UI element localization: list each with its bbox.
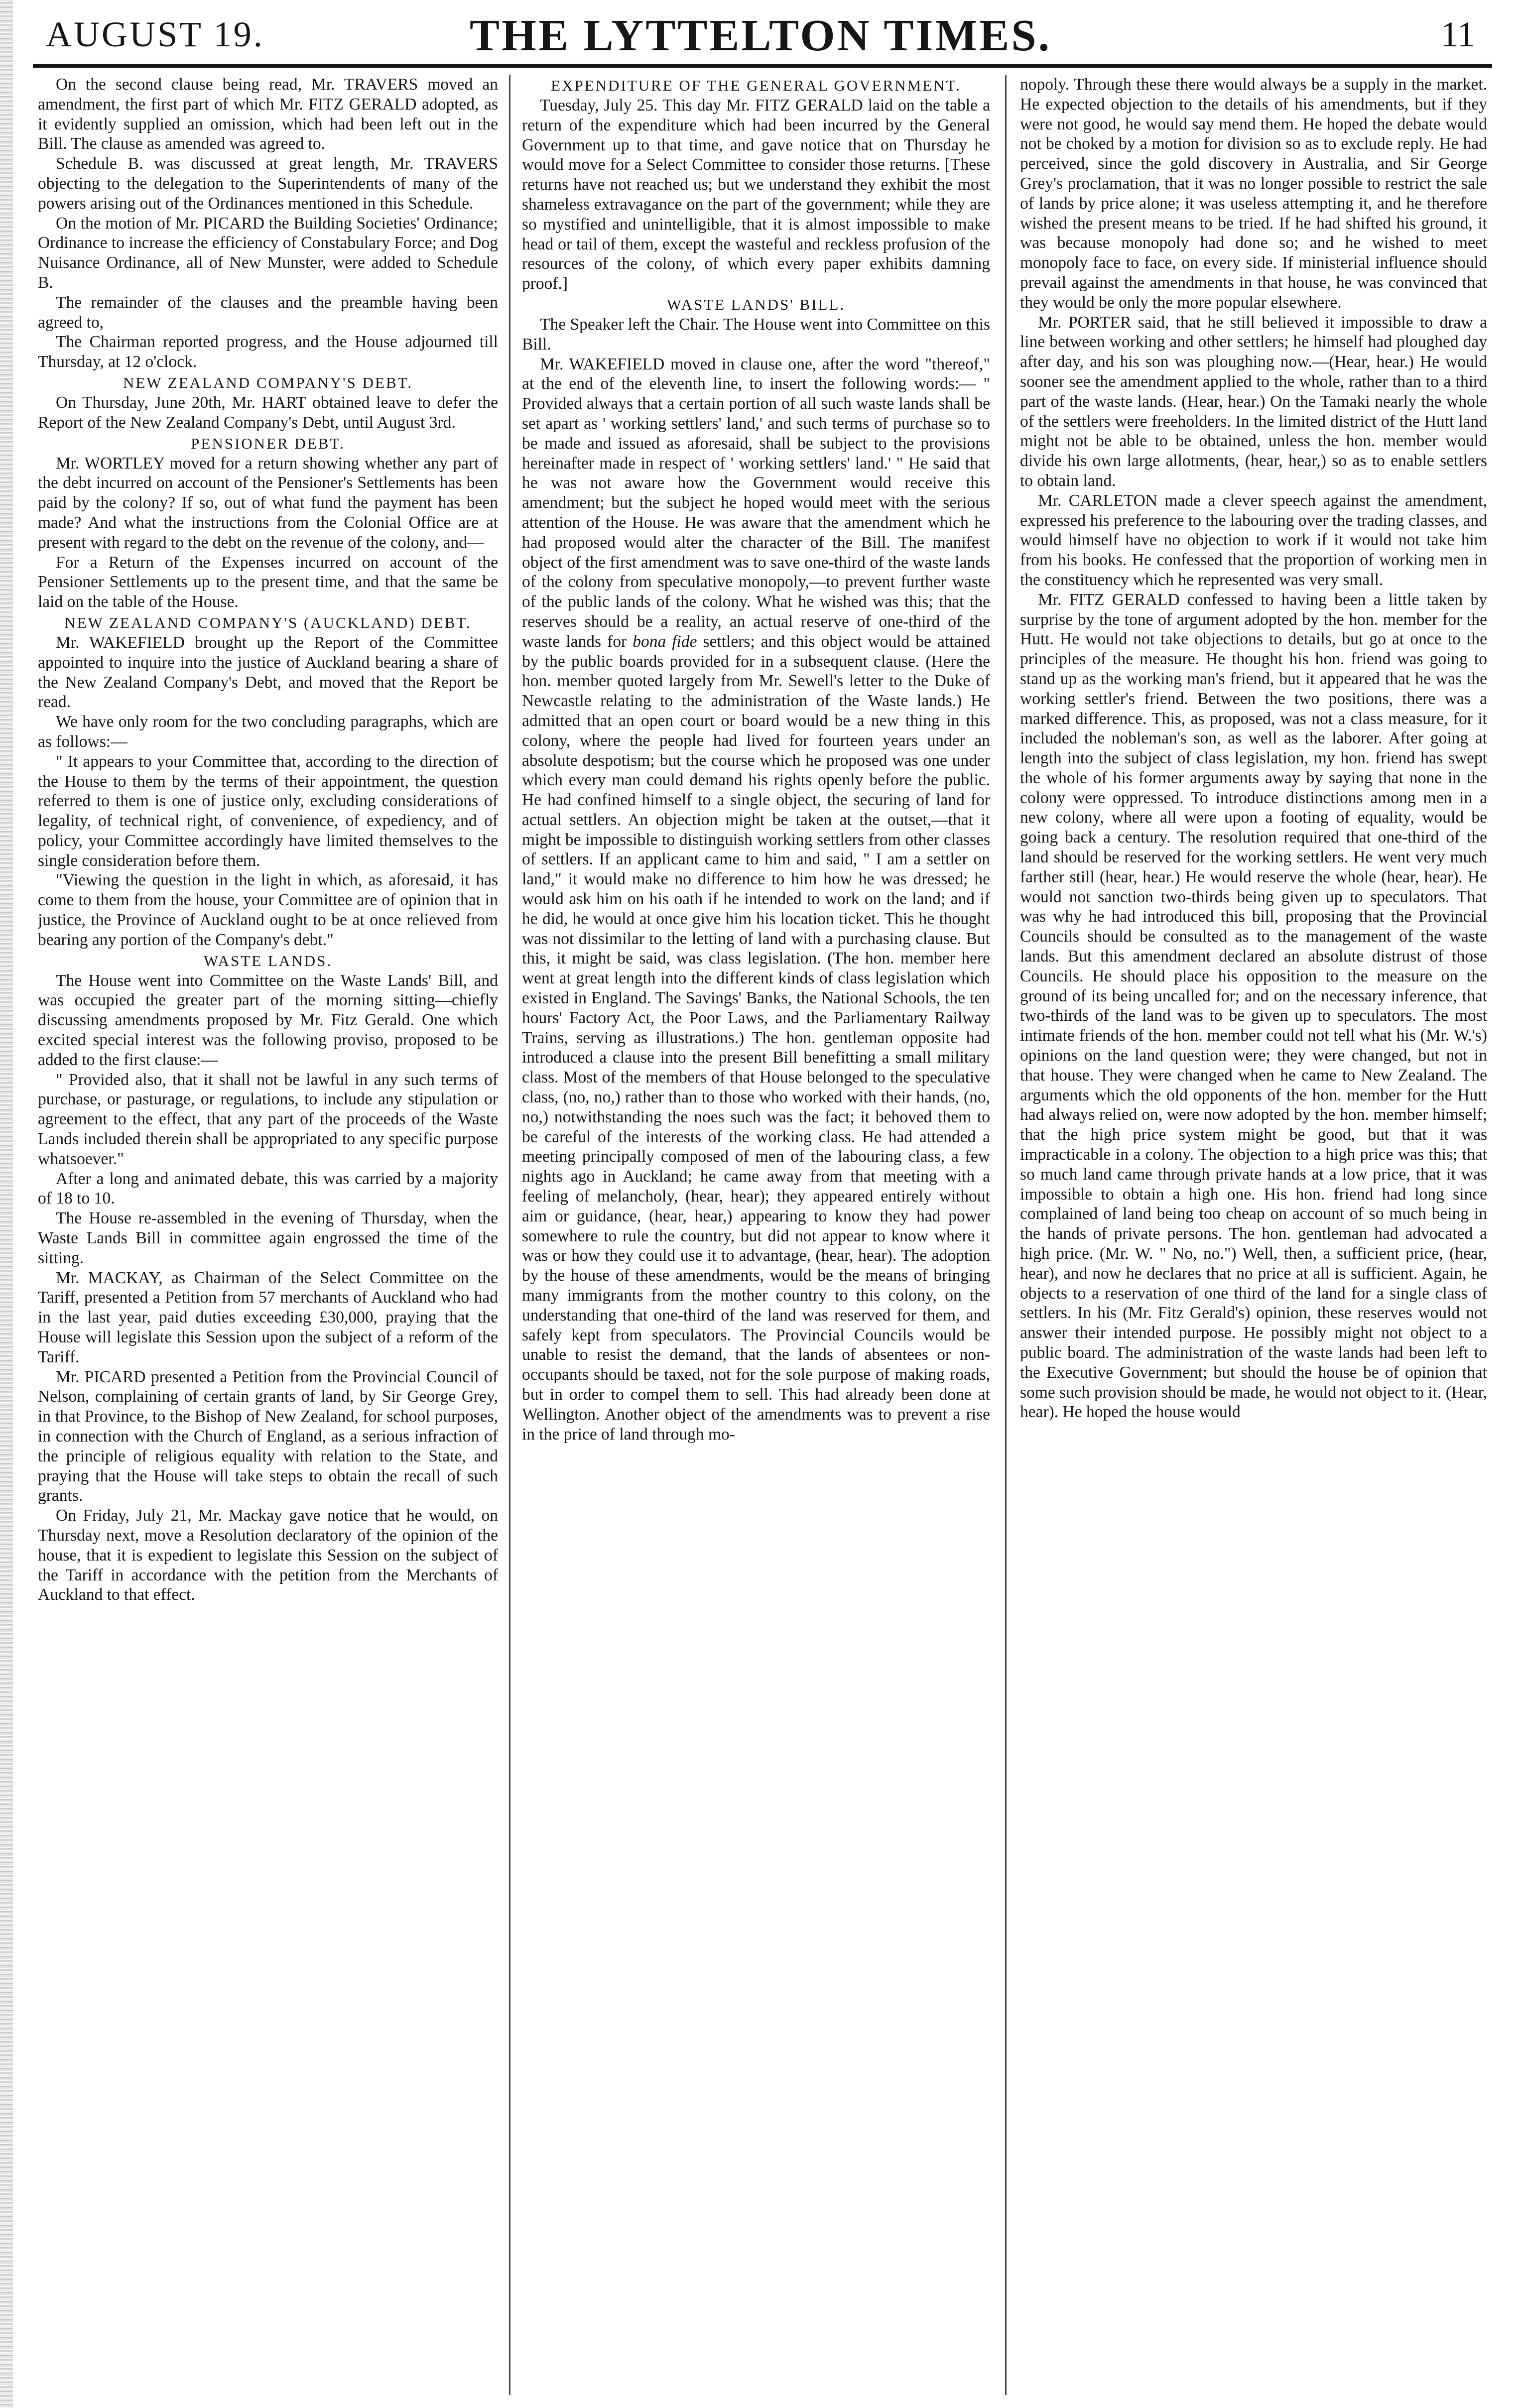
paragraph: Mr. PORTER said, that he still believed it impossible to draw a line between working and other settlers; he himself had ploughed day after day, and his son was ploughing now.—(Hear, hear.) He would sooner see the amendment applied to the whole, rather than to a third part of the waste lands. (Hear, hear.) On the Tamaki nearly the whole of the settlers were freeholders. In the limited district of the Hutt land might not be able to be obtained, unless the hon. member would divide his own large allotments, (hear, hear,) so as to enable settlers to obtain land. (1020, 313, 1487, 490)
column-rule (1005, 75, 1007, 2395)
paragraph: For a Return of the Expenses incurred on account of the Pensioner Settlements up to the present time, and that the same be laid on the table of the House. (38, 553, 498, 611)
newspaper-title: THE LYTTELTON TIMES. (469, 11, 1052, 60)
quoted-paragraph: "Viewing the question in the light in which, as aforesaid, it has come to them from the house, your Committee are of opinion that in justice, the Province of Auckland ought to be at once relieved from bearing any portion of the Company's debt." (38, 871, 498, 949)
quoted-paragraph: " Provided also, that it shall not be lawful in any such terms of purchase, or pasturage, or regulations, to include any stipulation or agreement to the effect, that any part of the proceeds of the Waste Lands included therein shall be appropriated to any specific purpose whatsoever." (38, 1070, 498, 1168)
paragraph: On Thursday, June 20th, Mr. HART obtained leave to defer the Report of the New Zealand Company's Debt, until August 3rd. (38, 393, 498, 432)
paragraph: Mr. PICARD presented a Petition from the Provincial Council of Nelson, complaining of certain grants of land, by Sir George Grey, in that Province, to the Bishop of New Zealand, for school purposes, in connection with the Church of England, as a serious infraction of the principle of religious equality with relation to the State, and praying that the House will take steps to obtain the recall of such grants. (38, 1367, 498, 1505)
section-heading: NEW ZEALAND COMPANY'S (AUCKLAND) DEBT. (64, 613, 472, 631)
paragraph: The House went into Committee on the Waste Lands' Bill, and was occupied the greater part of the morning sitting—chiefly discussing amendments proposed by Mr. Fitz Gerald. One which excited special interest was the following proviso, proposed to be added to the first clause:— (38, 971, 498, 1069)
masthead-rule (33, 64, 1492, 68)
paragraph: On the motion of Mr. PICARD the Building Societies' Ordinance; Ordinance to increase the efficiency of Constabulary Force; and Dog Nuisance Ordinance, all of New Munster, were added to Schedule B. (38, 214, 498, 292)
text-run: settlers; and this object would be attained by the public boards provided for in a subsequent clause. (Here the hon. member quoted largely from Mr. Sewell's letter to the Duke of Newcastle relating to the administration of the Waste lands.) He admitted that an open court or board would be a new thing in this colony, where the people had lived for fourteen years under an absolute despotism; but the course which he proposed was one under which every man could demand his rights openly before the public. He had confined himself to a single object, the securing of land for actual settlers. An objection might be taken at the outset,—that it might be impossible to distinguish working settlers from other classes of settlers. If an applicant came to him and said, " I am a settler on land," it would make no difference to him how he was dressed; he would ask him on his oath if he intended to work on the land; and if he did, he would at once give him his location ticket. This he thought was not dissimilar to the letting of land with a purchasing clause. But this, it might be said, was class legislation. (The hon. member here went at great length into the different kinds of class legislation which existed in England. The Savings' Banks, the National Schools, the ten hours' Factory Act, the Poor Laws, and the Parliamentary Railway Trains, serving as illustrations.) The hon. gentleman opposite had introduced a clause into the present Bill benefitting a small military class. Most of the members of that House belonged to the speculative class, (no, no,) rather than to those who worked with their hands, (no, no,) notwithstanding the noes such was the fact; it behoved them to be careful of the interests of the working class. He had attended a meeting principally composed of men of the labouring class, a few nights ago in Auckland; he came away from that meeting with a feeling of melancholy, (hear, hear); they appeared entirely without aim or guidance, (hear, hear,) appearing to know they had power somewhere to rule the country, but did not appear to know where it was or how they could use it to advantage, (hear, hear). The adoption by the house of these amendments, would be the means of bringing many immigrants from the mother country to this colony, on the understanding that one-third of the land was reserved for them, and safely kept from speculators. The Provincial Councils would be unable to resist the demand, that the lands of absentees or non-occupants should be taxed, not for the sole purpose of making roads, but in order to compel them to sell. This had already been done at Wellington. Another object of the amendments was to prevent a rise in the price of land through mo- (522, 632, 990, 1444)
paragraph: Schedule B. was discussed at great length, Mr. TRAVERS objecting to the delegation to the Superintendents of many of the powers arising out of the Ordinances mentioned in this Schedule. (38, 154, 498, 213)
page-gutter-edge (0, 0, 13, 2408)
paragraph: The House re-assembled in the evening of Thursday, when the Waste Lands Bill in committee again engrossed the time of the sitting. (38, 1209, 498, 1267)
column-rule (509, 75, 510, 2395)
paragraph: Mr. MACKAY, as Chairman of the Select Committee on the Tariff, presented a Petition from 57 merchants of Auckland who had in the last year, paid duties exceeding £30,000, praying that the House will legislate this Session upon the subject of a reform of the Tariff. (38, 1268, 498, 1366)
paragraph: On Friday, July 21, Mr. Mackay gave notice that he would, on Thursday next, move a Resolution declaratory of the opinion of the house, that it is expedient to legislate this Session on the subject of the Tariff in accordance with the petition from the Merchants of Auckland to that effect. (38, 1506, 498, 1604)
section-heading: WASTE LANDS' BILL. (666, 295, 846, 313)
paragraph-continued: nopoly. Through these there would always be a supply in the market. He expected objection to the details of his amendments, but if they were not good, he would say mend them. He hoped the debate would not be choked by a motion for division so as to exclude reply. He had perceived, since the gold discovery in Australia, and Sir George Grey's proclamation, that it was no longer possible to restrict the sale of lands by price alone; it was useless attempting it, and he therefore wished the present means to be tried. If he had shifted his ground, it was because monopoly had done so; and he wished to meet monopoly face to face, on every side. If ministerial influence should prevail against the amendments in that house, he was convinced that they would be only the more popular elsewhere. (1020, 75, 1487, 312)
issue-date: AUGUST 19. (46, 14, 264, 54)
paragraph: On the second clause being read, Mr. TRAVERS moved an amendment, the first part of which Mr. FITZ GERALD adopted, as it evidently supplied an omission, which had been left out in the Bill. The clause as amended was agreed to. (38, 75, 498, 153)
paragraph: Mr. WAKEFIELD brought up the Report of the Committee appointed to inquire into the justice of Auckland bearing a share of the New Zealand Company's Debt, and moved that the Report be read. (38, 633, 498, 712)
paragraph: Tuesday, July 25. This day Mr. FITZ GERALD laid on the table a return of the expenditure which had been incurred by the General Government up to that time, and gave notice that on Thursday he would move for a Select Committee to consider those returns. [These returns have not reached us; but we understand they exhibit the most shameless extravagance on the part of the government; while they are so mystified and unintelligible, that it is almost impossible to make head or tail of them, except the wasteful and reckless profusion of the resources of the colony, of which every paper exhibits damning proof.] (522, 96, 990, 293)
paragraph: After a long and animated debate, this was carried by a majority of 18 to 10. (38, 1169, 498, 1208)
paragraph: Mr. CARLETON made a clever speech against the amendment, expressed his preference to the labouring over the trading classes, and would himself have no objection to work if it would not take him from his books. He confessed that the proportion of working men in the constituency which he represented was very small. (1020, 491, 1487, 589)
paragraph: Mr. FITZ GERALD confessed to having been a little taken by surprise by the tone of argument adopted by the hon. member for the Hutt. He would not take objections to details, but go at once to the principles of the measure. He thought his hon. friend was going to stand up as the working man's friend, but it appeared that he was the working settler's friend. Between the two positions, there was a marked difference. This, as proposed, was not a class measure, for it included the nobleman's son, as well as the laborer. After going at length into the subject of class legislation, my hon. friend has swept the whole of his former arguments away by saying that none in the colony were oppressed. To introduce distinctions among men in a new colony, where all were upon a footing of equality, would be going back a century. The resolution required that one-third of the land should be reserved for the working settlers. He went very much farther still (hear, hear.) He would reserve the whole (hear, hear). He would not sanction two-thirds being given up to speculators. That was why he had introduced this bill, proposing that the Provincial Councils should be consulted as to the management of the waste lands. But this amendment declared an absolute distrust of those Councils. He should place his opposition to the measure on the ground of its being uncalled for; and on the necessary inference, that two-thirds of the land was to be given up to speculators. The most intimate friends of the hon. member could not tell what his (Mr. W.'s) opinions on the land question were; they were changed, but not in that house. They were changed when he came to New Zealand. The arguments which the old opponents of the hon. member for the Hutt had always relied on, were now adopted by the hon. member himself; that the high price system might be good, but that it was impracticable in a colony. The objection to a high price was this; that so much land came through private hands at a low price, that it was impossible to obtain a high one. His hon. friend had long since complained of land being too cheap on account of so much being in the hands of private persons. The hon. gentleman had advocated a high price. (Mr. W. " No, no.") Well, then, a sufficient price, (hear, hear), and now he declares that no price at all is sufficient. Again, he objects to a reservation of one third of the land for a single class of settlers. In his (Mr. Fitz Gerald's) opinion, these reserves would not answer their intended purpose. He possibly might not object to a public board. The administration of the waste lands had been left to the Executive Government; but should the house be of opinion that some such provision should be made, he would not object to it. (Hear, hear). He hoped the house would (1020, 590, 1487, 1422)
column-2 (522, 75, 990, 2395)
column-1 (38, 75, 498, 2395)
page-number: 11 (1440, 14, 1475, 54)
masthead (46, 10, 1475, 60)
column-3 (1020, 75, 1487, 2395)
paragraph: The Speaker left the Chair. The House went into Committee on this Bill. (522, 315, 990, 354)
paragraph: We have only room for the two concluding paragraphs, which are as follows:— (38, 713, 498, 751)
section-heading: WASTE LANDS. (203, 952, 333, 969)
section-heading: NEW ZEALAND COMPANY'S DEBT. (123, 373, 413, 391)
section-heading: PENSIONER DEBT. (191, 434, 345, 452)
section-heading: EXPENDITURE OF THE GENERAL GOVERNMENT. (551, 77, 961, 94)
paragraph: The Chairman reported progress, and the House adjourned till Thursday, at 12 o'clock. (38, 333, 498, 371)
italic-phrase: bona fide (633, 632, 697, 651)
paragraph: The remainder of the clauses and the preamble having been agreed to, (38, 293, 498, 332)
paragraph (522, 355, 990, 1445)
quoted-paragraph: " It appears to your Committee that, according to the direction of the House to them by the terms of their appointment, the question referred to them is one of justice only, excluding considerations of legality, of technical right, of convenience, of expediency, and of policy, your Committee accordingly have limited themselves to the single consideration before them. (38, 752, 498, 870)
paragraph: Mr. WORTLEY moved for a return showing whether any part of the debt incurred on account of the Pensioner's Settlements has been paid by the colony? If so, out of what fund the payment has been made? And what the instructions from the Colonial Office are at present with regard to the debt on the revenue of the colony, and— (38, 454, 498, 552)
text-run: Mr. WAKEFIELD moved in clause one, after the word "thereof," at the end of the eleventh line, to insert the following words:— " Provided always that a certain portion of all such waste lands shall be set apart as ' working settlers' land,' and such terms of purchase so to be made and issued as aforesaid, shall be subject to the provisions hereinafter made in respect of ' working settlers' land.' " He said that he was not aware how the Government would receive this amendment; but the subject he hoped would meet with the serious attention of the House. He was aware that the amendment which he had proposed would alter the character of the Bill. The manifest object of the first amendment was to save one-third of the waste lands of the colony from speculative monopoly,—to prevent further waste of the public lands of the colony. What he wished was this; that the reserves should be a reality, an actual reserve of one-third of the waste lands for (522, 355, 990, 651)
